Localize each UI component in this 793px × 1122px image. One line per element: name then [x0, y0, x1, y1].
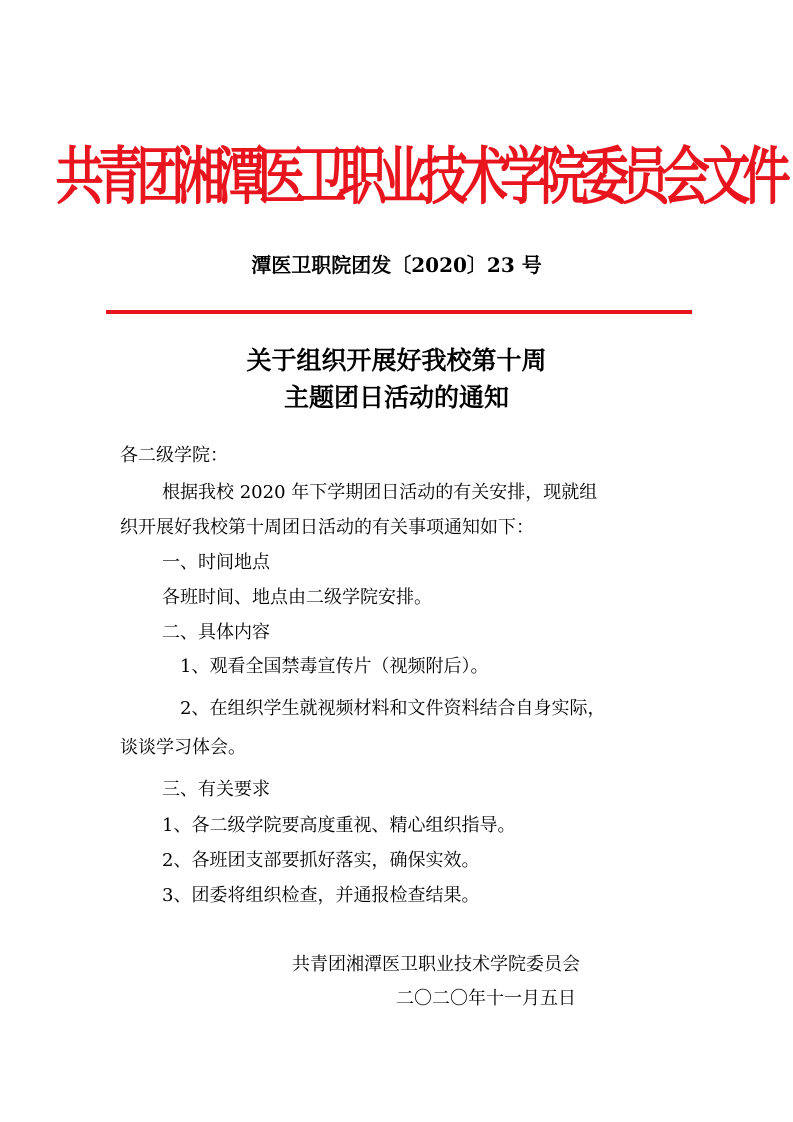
section1-heading: 一、时间地点	[162, 552, 270, 573]
notice-title-line2: 主题团日活动的通知	[283, 383, 509, 412]
section3-item3: 3、团委将组织检查，并通报检查结果。	[162, 885, 480, 906]
section3-item1: 1、各二级学院要高度重视、精心组织指导。	[162, 815, 516, 836]
document-masthead: 共青团湘潭医卫职业技术学院委员会文件	[55, 141, 784, 214]
salutation: 各二级学院：	[120, 445, 228, 466]
section2-item2-line1: 2、在组织学生就视频材料和文件资料结合自身实际，	[180, 698, 606, 719]
section2-heading: 二、具体内容	[162, 622, 270, 643]
section3-item2: 2、各班团支部要抓好落实，确保实效。	[162, 850, 480, 871]
signature-organization: 共青团湘潭医卫职业技术学院委员会	[292, 954, 580, 975]
section1-body: 各班时间、地点由二级学院安排。	[162, 587, 432, 608]
signature-date: 二〇二〇年十一月五日	[396, 988, 576, 1009]
notice-title-line1: 关于组织开展好我校第十周	[246, 346, 547, 375]
intro-line-2: 织开展好我校第十周团日活动的有关事项通知如下：	[120, 517, 534, 538]
document-number: 潭医卫职院团发〔2020〕23 号	[251, 253, 542, 277]
section2-item1: 1、观看全国禁毒宣传片（视频附后）。	[180, 656, 489, 677]
red-divider-line	[106, 310, 692, 314]
section2-item2-line2: 谈谈学习体会。	[120, 737, 246, 758]
intro-line-1: 根据我校 2020 年下学期团日活动的有关安排，现就组	[162, 482, 598, 503]
section3-heading: 三、有关要求	[162, 779, 270, 800]
